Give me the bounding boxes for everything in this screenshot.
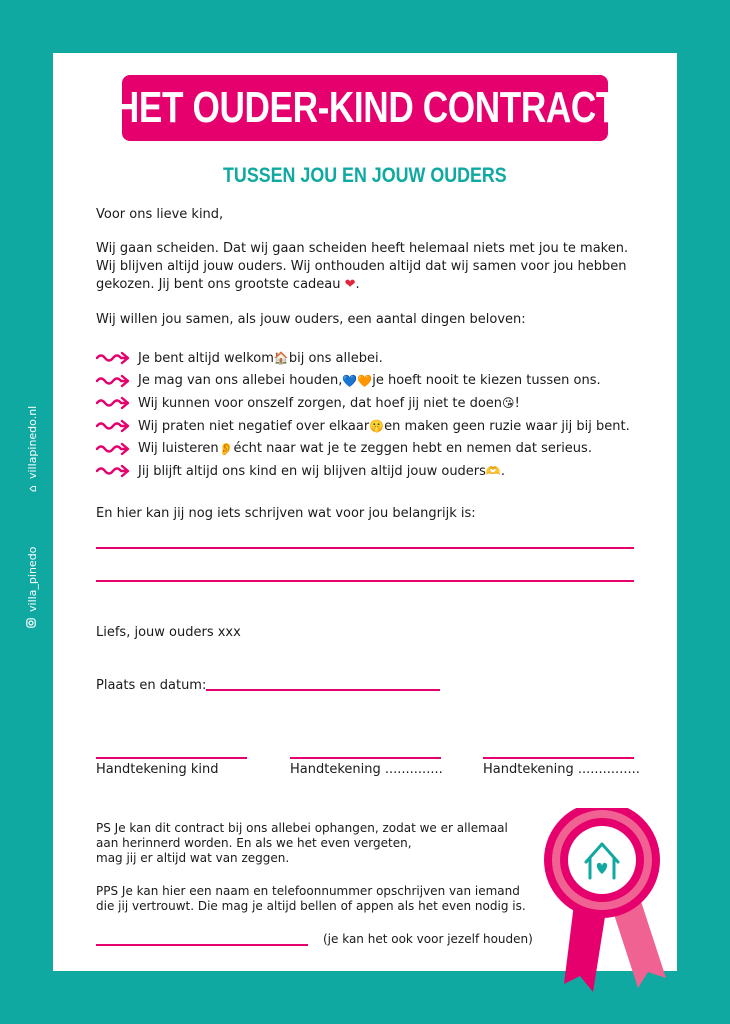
hearts-icon: 💙🧡 <box>342 373 373 388</box>
place-date-label: Plaats en datum: <box>96 678 207 693</box>
place-date-line[interactable] <box>206 689 440 691</box>
squiggle-arrow-icon <box>96 351 130 365</box>
list-item <box>96 370 630 393</box>
globe-icon: ⌂ <box>26 485 39 492</box>
promise-text: Jij blijft altijd ons kind en wij blijven altijd jouw ouders <box>138 463 486 479</box>
intro-line-3-text: gekozen. Jij bent ons grootste cadeau <box>96 277 341 292</box>
pps-line-2: die jij vertrouwt. Die mag je altijd bellen of appen als het even nodig is. <box>96 899 526 913</box>
squiggle-arrow-icon <box>96 396 130 410</box>
signature-line-parent-2[interactable] <box>483 757 634 759</box>
write-prompt: En hier kan jij nog iets schrijven wat voor jou belangrijk is: <box>96 506 476 521</box>
promise-text-end: ! <box>514 395 520 411</box>
signature-label-parent-1: Handtekening .............. <box>290 762 443 777</box>
intro-line-1: Wij gaan scheiden. Dat wij gaan scheiden heeft helemaal niets met jou te maken. <box>96 241 629 256</box>
write-line-1[interactable] <box>96 547 634 549</box>
promise-text-end: en maken geen ruzie waar jij bij bent. <box>384 418 630 434</box>
promise-text: Je bent altijd welkom <box>138 350 274 366</box>
signature-line-parent-1[interactable] <box>290 757 441 759</box>
contact-line[interactable] <box>96 944 308 946</box>
list-item <box>96 392 630 415</box>
rosette-center <box>568 826 636 894</box>
rosette-badge <box>538 808 678 998</box>
promise-text-end: écht naar wat je te zeggen hebt en nemen dat serieus. <box>233 441 592 457</box>
promise-text-end: bij ons allebei. <box>288 350 383 366</box>
promise-text-end: . <box>500 463 506 479</box>
heart-icon: ❤ <box>344 277 356 292</box>
promise-intro: Wij willen jou samen, als jouw ouders, een aantal dingen beloven: <box>96 312 526 327</box>
greeting: Voor ons lieve kind, <box>96 207 224 222</box>
ps-line-3: mag jij er altijd wat van zeggen. <box>96 851 290 865</box>
promise-text-end: je hoeft nooit te kiezen tussen ons. <box>372 373 601 389</box>
promise-text: Je mag van ons allebei houden, <box>138 373 343 389</box>
side-instagram-text: villa_pinedo <box>26 546 39 612</box>
promise-text: Wij luisteren <box>138 441 219 457</box>
promise-list <box>96 347 630 483</box>
list-item <box>96 460 630 483</box>
intro-line-2: Wij blijven altijd jouw ouders. Wij onthouden altijd dat wij samen voor jou hebben <box>96 259 627 274</box>
list-item <box>96 437 630 460</box>
squiggle-arrow-icon <box>96 374 130 388</box>
kiss-face-icon: 😘 <box>502 396 515 411</box>
subtitle-text: TUSSEN JOU EN JOUW OUDERS <box>223 164 507 187</box>
sign-off: Liefs, jouw ouders xxx <box>96 625 241 640</box>
squiggle-arrow-icon <box>96 442 130 456</box>
promise-text: Wij praten niet negatief over elkaar <box>138 418 370 434</box>
instagram-icon <box>26 618 39 628</box>
write-line-2[interactable] <box>96 580 634 582</box>
list-item <box>96 415 630 438</box>
intro-line-3: gekozen. Jij bent ons grootste cadeau ❤. <box>96 277 360 292</box>
ear-icon: 👂 <box>218 441 234 456</box>
ps-line-1: PS Je kan dit contract bij ons allebei ophangen, zodat we er allemaal <box>96 821 508 835</box>
signature-label-kind: Handtekening kind <box>96 762 219 777</box>
side-website <box>26 406 39 492</box>
contact-note: (je kan het ook voor jezelf houden) <box>323 932 533 946</box>
side-website-text: villapinedo.nl <box>26 405 39 480</box>
title-banner <box>113 75 617 141</box>
squiggle-arrow-icon <box>96 464 130 478</box>
signature-line-kind[interactable] <box>96 757 247 759</box>
shush-face-icon: 🤫 <box>369 419 385 434</box>
pps-line-1: PPS Je kan hier een naam en telefoonnummer opschrijven van iemand <box>96 884 520 898</box>
subtitle <box>0 164 730 188</box>
house-icon: 🏠 <box>273 351 289 366</box>
list-item <box>96 347 630 370</box>
side-instagram <box>26 547 39 628</box>
page-title: HET OUDER-KIND CONTRACT <box>113 83 617 132</box>
heart-hands-icon: 🫶 <box>485 464 501 479</box>
promise-text: Wij kunnen voor onszelf zorgen, dat hoef jij niet te doen <box>138 395 503 411</box>
ps-line-2: aan herinnerd worden. En als we het even vergeten, <box>96 836 412 850</box>
signature-label-parent-2: Handtekening ............... <box>483 762 640 777</box>
squiggle-arrow-icon <box>96 419 130 433</box>
